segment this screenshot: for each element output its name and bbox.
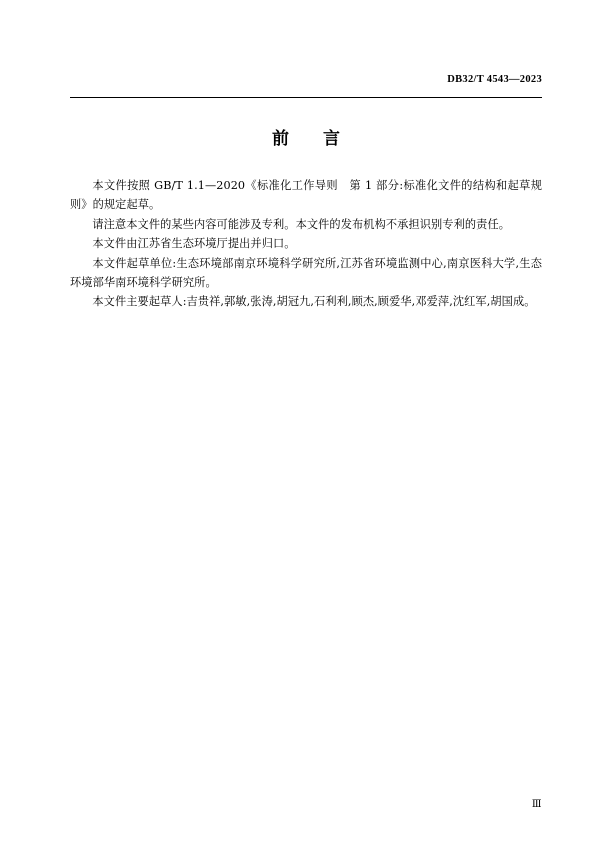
paragraph: 本文件由江苏省生态环境厅提出并归口。 [92, 237, 296, 251]
foreword-body [70, 176, 542, 312]
header-divider [70, 97, 542, 98]
page-title: 前 言 [272, 129, 354, 149]
paragraph: 本文件起草单位:生态环境部南京环境科学研究所,江苏省环境监测中心,南京医科大学,生态环境部华南环境科学研究所。 [70, 256, 542, 290]
page-number: Ⅲ [531, 799, 542, 810]
paragraph: 请注意本文件的某些内容可能涉及专利。本文件的发布机构不承担识别专利的责任。 [92, 217, 511, 231]
standard-code-header: DB32/T 4543—2023 [447, 74, 542, 85]
paragraph: 本文件按照 GB/T 1.1—2020《标准化工作导则 第 1 部分:标准化文件的结构和起草规则》的规定起草。 [70, 179, 542, 212]
paragraph: 本文件主要起草人:吉贵祥,郭敏,张涛,胡冠九,石利利,顾杰,顾爱华,邓爱萍,沈红军,胡国成。 [92, 295, 536, 309]
